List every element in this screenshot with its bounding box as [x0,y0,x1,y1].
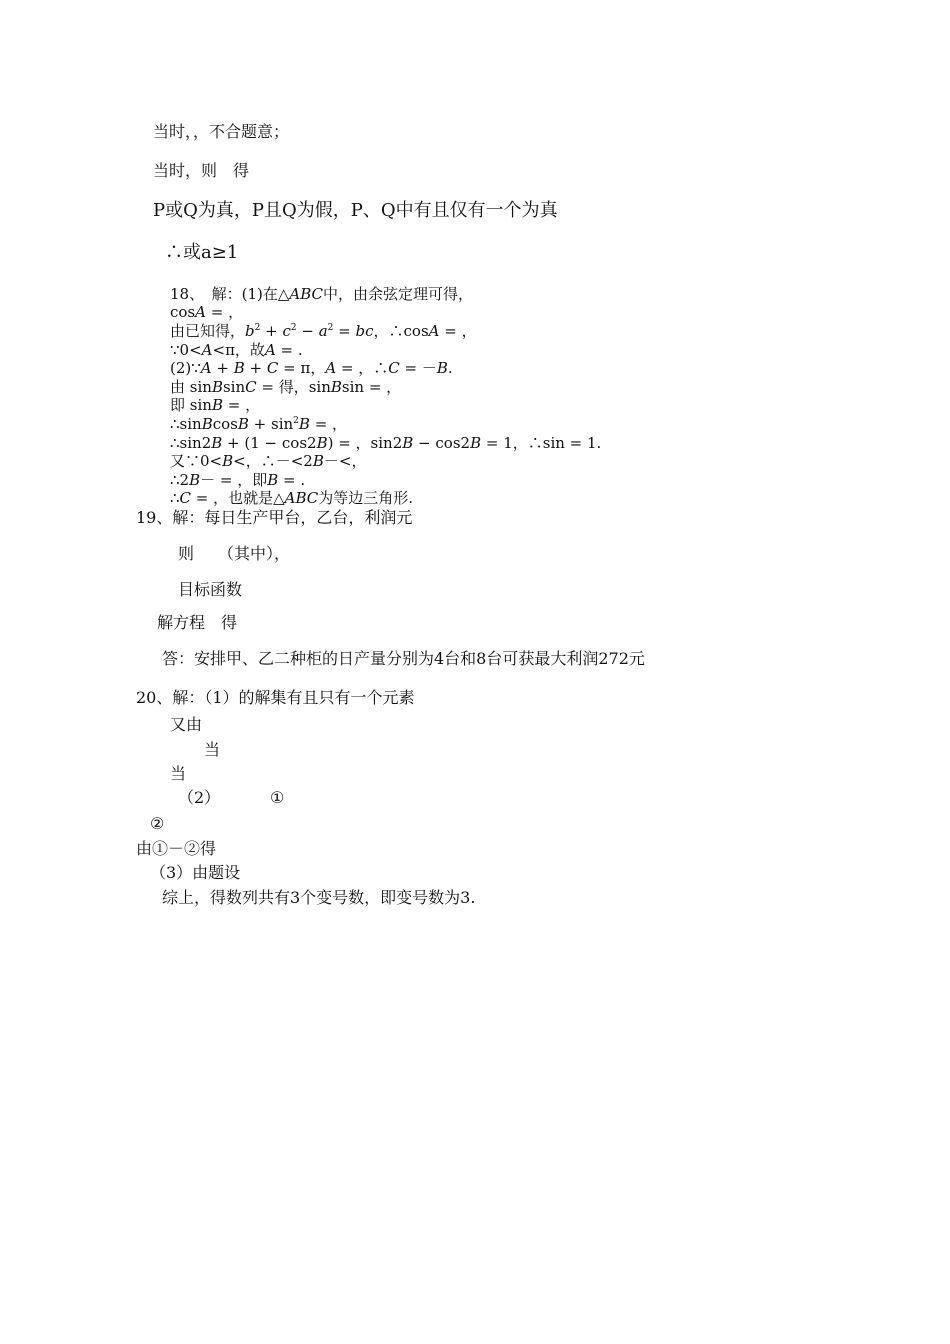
text-run: A [195,303,206,321]
text-line: （2） [178,788,221,807]
text-run: B [267,471,279,489]
text-run: = . [275,341,303,359]
text-run: B. [436,359,453,377]
text-run: A [200,359,212,377]
text-run: － = ，即 [200,471,268,489]
text-run: = . [278,471,306,489]
text-run: <π，故 [212,341,265,359]
text-run: (2)∵ [170,359,201,377]
text-run: 即 sin [170,396,212,414]
text-run: B [330,378,342,396]
text-run: B [402,434,414,452]
text-run: ∴2 [170,471,190,489]
text-run: sin [222,378,246,396]
text-run: A [428,322,440,340]
text-run: B [298,415,310,433]
text-line: 答：安排甲、乙二种柜的日产量分别为4台和8台可获最大利润272元 [162,649,645,668]
text-run: 2 [293,416,299,426]
circled-number: ① [270,788,285,807]
text-run: b [245,322,255,340]
text-line [170,417,347,432]
text-run: C [245,378,257,396]
text-run: 为等边三角形. [318,489,414,507]
text-run: c [282,322,291,340]
text-run: C [266,359,279,377]
text-line: 当时，，不合题意； [153,122,290,141]
text-run: = ， [222,396,261,414]
text-line [170,361,453,376]
text-run: − [296,322,319,340]
text-run: sin = ， [341,378,402,396]
text-run: 2 [290,323,297,333]
text-line [170,473,305,488]
text-line: 则 （其中）， [178,544,291,563]
text-run: 中，由余弦定理可得， [323,285,474,303]
text-run: ABC [284,489,319,507]
text-line: 由①－②得 [136,839,217,858]
text-run: cos [212,415,238,433]
text-line: 当 [170,764,187,783]
text-run: 由已知得， [170,322,246,340]
text-run: 又∵0< [170,452,223,470]
text-line: 又由 [170,715,203,734]
text-run: A [201,341,213,359]
text-line: 当时，则 得 [153,161,250,180]
text-run: 18、 解：(1)在△ [170,285,290,303]
text-run: B [201,415,213,433]
text-run: ∴sin [170,415,202,433]
text-line: P或Q为真，P且Q为假，P、Q中有且仅有一个为真 [153,200,558,221]
text-run: ，∴cos [373,322,429,340]
text-run: 由 sin [170,378,212,396]
text-run: ∵0< [170,341,202,359]
text-run: + sin [248,415,294,433]
text-run: = ， [309,415,348,433]
text-line [170,491,413,506]
text-run: + (1 − cos2 [222,434,317,452]
text-line: 19、解：每日生产甲台，乙台，利润元 [136,508,413,527]
text-run: B [211,378,223,396]
text-run: ∴ [170,489,180,507]
text-run: C [388,359,400,377]
text-line: （3）由题设 [150,863,241,882]
text-run: B [211,396,223,414]
text-run: B [233,359,245,377]
text-run: = ，∴ [336,359,389,377]
text-run: = ， [439,322,477,340]
text-line: 目标函数 [178,580,243,599]
text-run: 2 [327,323,334,333]
text-run: a [318,322,328,340]
text-run: B [189,471,201,489]
text-line [170,436,601,451]
text-line: 综上，得数列共有3个变号数，即变号数为3. [162,888,476,907]
text-run: + [260,322,283,340]
text-run: + [244,359,267,377]
text-run: 2 [254,323,261,333]
text-run: = 得，sin [256,378,331,396]
text-run: －<， [323,452,367,470]
text-line [170,398,260,413]
text-line [170,343,303,358]
text-line [170,454,366,469]
text-run: A [325,359,337,377]
text-run: cos [170,303,196,321]
text-run: + [211,359,234,377]
text-line [170,287,473,302]
text-run: B [316,434,328,452]
text-run: − cos2 [413,434,471,452]
text-run: ) = ，sin2 [327,434,403,452]
text-run: B [222,452,234,470]
text-run: = 1，∴sin = 1. [481,434,602,452]
text-run: ∴sin2 [170,434,212,452]
text-run: <，∴－<2 [233,452,313,470]
text-run: C [179,489,192,507]
text-line: 20、解：（1）的解集有且只有一个元素 [136,688,415,707]
text-line: ∴或a≥1 [165,242,239,263]
text-line [170,324,477,339]
text-run: = ，也就是△ [191,489,285,507]
text-run: B [312,452,324,470]
text-run: A [264,341,276,359]
text-run: B [237,415,249,433]
text-line: 解方程 得 [157,613,238,632]
text-run: ABC [289,285,323,303]
text-run: = [333,322,356,340]
text-run: B [470,434,482,452]
text-run: bc [355,322,374,340]
text-run: = ， [205,303,244,321]
text-run: = － [399,359,437,377]
text-line: 当 [204,740,221,759]
text-run: B [211,434,223,452]
text-line [170,380,401,395]
circled-number: ② [150,814,165,833]
text-run: = π， [278,359,326,377]
text-line [170,305,243,320]
